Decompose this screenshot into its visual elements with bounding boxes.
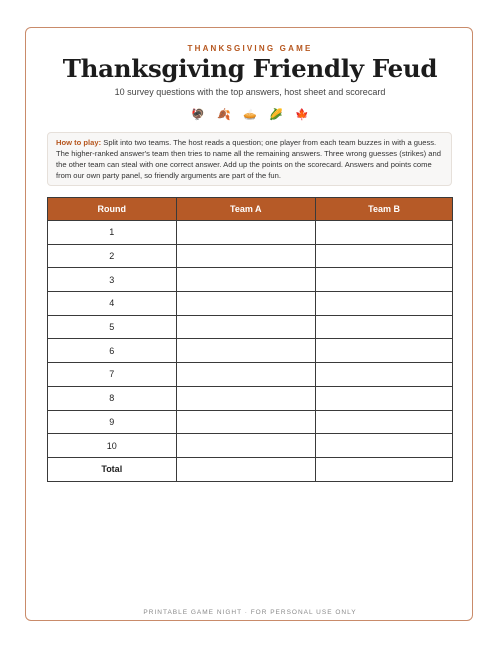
total-row [48,457,453,481]
team-a-score-cell[interactable] [176,292,316,316]
table-row [48,434,453,458]
table-row [48,221,453,245]
table-row [48,363,453,387]
team-b-score-cell[interactable] [316,363,453,387]
round-number: 2 [48,244,177,268]
how-to-play-label: How to play: [56,138,102,147]
eyebrow-label: THANKSGIVING GAME [187,44,313,53]
total-label: Total [48,457,177,481]
team-b-score-cell[interactable] [316,434,453,458]
round-number: 8 [48,386,177,410]
team-a-score-cell[interactable] [176,315,316,339]
table-row [48,244,453,268]
scorecard-header-row [48,198,453,221]
icon-row [0,108,500,122]
table-row [48,315,453,339]
team-a-total-cell[interactable] [176,457,316,481]
team-b-score-cell[interactable] [316,339,453,363]
round-number: 4 [48,292,177,316]
footer-note: PRINTABLE GAME NIGHT · FOR PERSONAL USE ONLY [143,609,357,616]
column-header-round: Round [48,198,177,221]
column-header-team-a: Team A [176,198,316,221]
table-row [48,339,453,363]
team-a-score-cell[interactable] [176,339,316,363]
column-header-team-b: Team B [316,198,453,221]
team-b-score-cell[interactable] [316,292,453,316]
leaf-icon: 🍂 [217,109,231,121]
round-number: 7 [48,363,177,387]
corn-icon: 🌽 [269,109,283,121]
team-a-score-cell[interactable] [176,386,316,410]
team-a-score-cell[interactable] [176,221,316,245]
scorecard-table [47,197,453,482]
team-a-score-cell[interactable] [176,363,316,387]
team-b-total-cell[interactable] [316,457,453,481]
round-number: 9 [48,410,177,434]
team-b-score-cell[interactable] [316,386,453,410]
round-number: 3 [48,268,177,292]
team-a-score-cell[interactable] [176,244,316,268]
table-row [48,292,453,316]
table-row [48,410,453,434]
table-row [48,268,453,292]
round-number: 1 [48,221,177,245]
page-title: Thanksgiving Friendly Feud [62,54,438,83]
team-b-score-cell[interactable] [316,221,453,245]
round-number: 10 [48,434,177,458]
turkey-icon: 🦃 [191,109,205,121]
team-a-score-cell[interactable] [176,268,316,292]
team-b-score-cell[interactable] [316,268,453,292]
team-b-score-cell[interactable] [316,410,453,434]
team-b-score-cell[interactable] [316,244,453,268]
round-number: 5 [48,315,177,339]
table-row [48,386,453,410]
how-to-play-text: Split into two teams. The host reads a question; one player from each team buzzes in with a guess. The higher-ranked answer's team then tries to name all the remaining answers. Three wrong guesses (strikes) and the other team can steal with one correct answer. Add up the points on the scorecard. Answers and points come from our own party panel, so friendly arguments are part of the fun. [56,138,441,180]
team-b-score-cell[interactable] [316,315,453,339]
how-to-play-box [47,132,452,186]
maple-leaf-icon: 🍁 [295,109,309,121]
page-subtitle: 10 survey questions with the top answers, host sheet and scorecard [114,87,386,97]
pie-icon: 🥧 [243,109,257,121]
team-a-score-cell[interactable] [176,434,316,458]
team-a-score-cell[interactable] [176,410,316,434]
round-number: 6 [48,339,177,363]
